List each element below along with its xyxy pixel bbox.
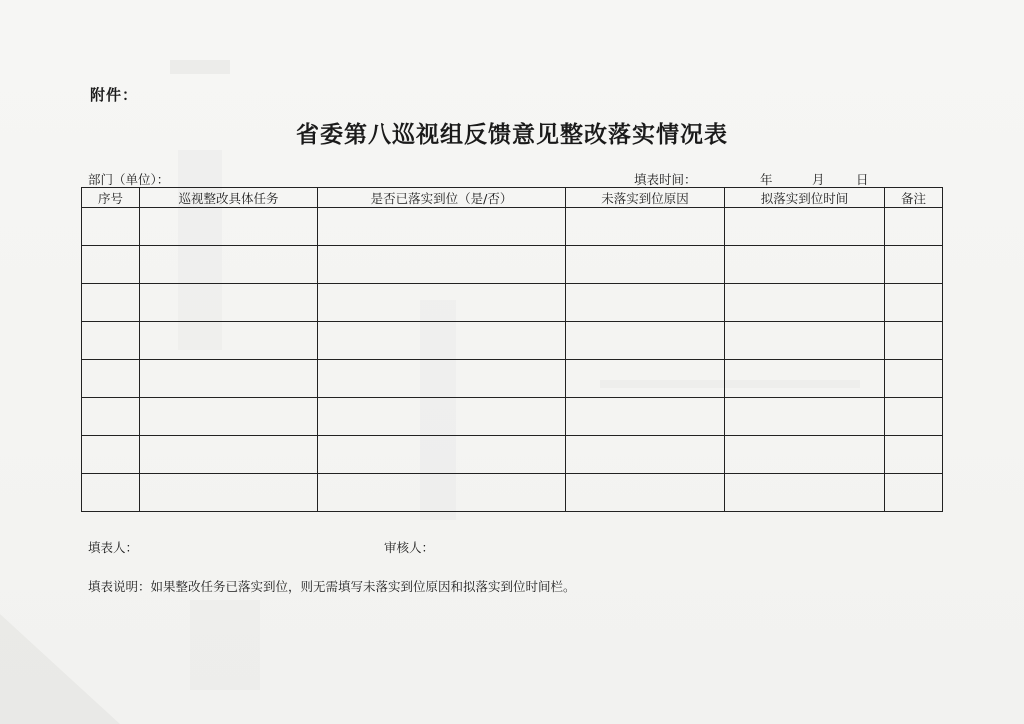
attachment-label: 附件： [90,86,139,104]
cell-remarks [885,246,943,284]
header-serial-number: 序号 [82,188,140,208]
filler-label: 填表人： [88,540,139,555]
cell-task [140,246,318,284]
header-reason: 未落实到位原因 [566,188,725,208]
fill-time-label: 填表时间： [634,172,697,187]
cell-task [140,322,318,360]
table-row [82,322,943,360]
cell-reason [566,436,725,474]
cell-implemented [318,322,566,360]
cell-serial-number [82,360,140,398]
cell-serial-number [82,208,140,246]
table-row [82,284,943,322]
cell-remarks [885,474,943,512]
cell-remarks [885,398,943,436]
cell-task [140,208,318,246]
document-title: 省委第八巡视组反馈意见整改落实情况表 [296,121,728,148]
cell-reason [566,360,725,398]
cell-serial-number [82,474,140,512]
date-month-label: 月 [812,172,825,187]
table-row [82,474,943,512]
cell-planned-time [725,246,885,284]
cell-implemented [318,398,566,436]
cell-implemented [318,284,566,322]
cell-implemented [318,208,566,246]
date-year-label: 年 [760,172,773,187]
cell-planned-time [725,436,885,474]
cell-task [140,360,318,398]
header-planned-time: 拟落实到位时间 [725,188,885,208]
table-row [82,436,943,474]
page-fold-corner [0,614,120,724]
header-remarks: 备注 [885,188,943,208]
cell-task [140,436,318,474]
cell-planned-time [725,208,885,246]
cell-implemented [318,246,566,284]
cell-serial-number [82,436,140,474]
table-row [82,208,943,246]
cell-remarks [885,322,943,360]
header-task: 巡视整改具体任务 [140,188,318,208]
cell-task [140,284,318,322]
cell-reason [566,322,725,360]
fill-instructions: 填表说明：如果整改任务已落实到位，则无需填写未落实到位原因和拟落实到位时间栏。 [88,579,576,594]
bleed-through-mark [170,60,230,74]
table-row [82,360,943,398]
cell-serial-number [82,246,140,284]
cell-planned-time [725,284,885,322]
header-implemented: 是否已落实到位（是/否） [318,188,566,208]
cell-remarks [885,284,943,322]
cell-planned-time [725,360,885,398]
rectification-table [81,187,943,512]
cell-serial-number [82,322,140,360]
cell-serial-number [82,284,140,322]
cell-planned-time [725,474,885,512]
table-row [82,398,943,436]
cell-reason [566,246,725,284]
cell-remarks [885,208,943,246]
table-header-row [82,188,943,208]
department-label: 部门（单位）： [88,172,170,187]
cell-reason [566,474,725,512]
cell-serial-number [82,398,140,436]
cell-planned-time [725,398,885,436]
cell-reason [566,284,725,322]
cell-implemented [318,436,566,474]
date-day-label: 日 [856,172,869,187]
cell-task [140,398,318,436]
cell-implemented [318,360,566,398]
bleed-through-mark [190,600,260,690]
cell-planned-time [725,322,885,360]
cell-implemented [318,474,566,512]
cell-remarks [885,436,943,474]
cell-task [140,474,318,512]
cell-remarks [885,360,943,398]
cell-reason [566,208,725,246]
reviewer-label: 审核人： [384,540,435,555]
table-row [82,246,943,284]
cell-reason [566,398,725,436]
